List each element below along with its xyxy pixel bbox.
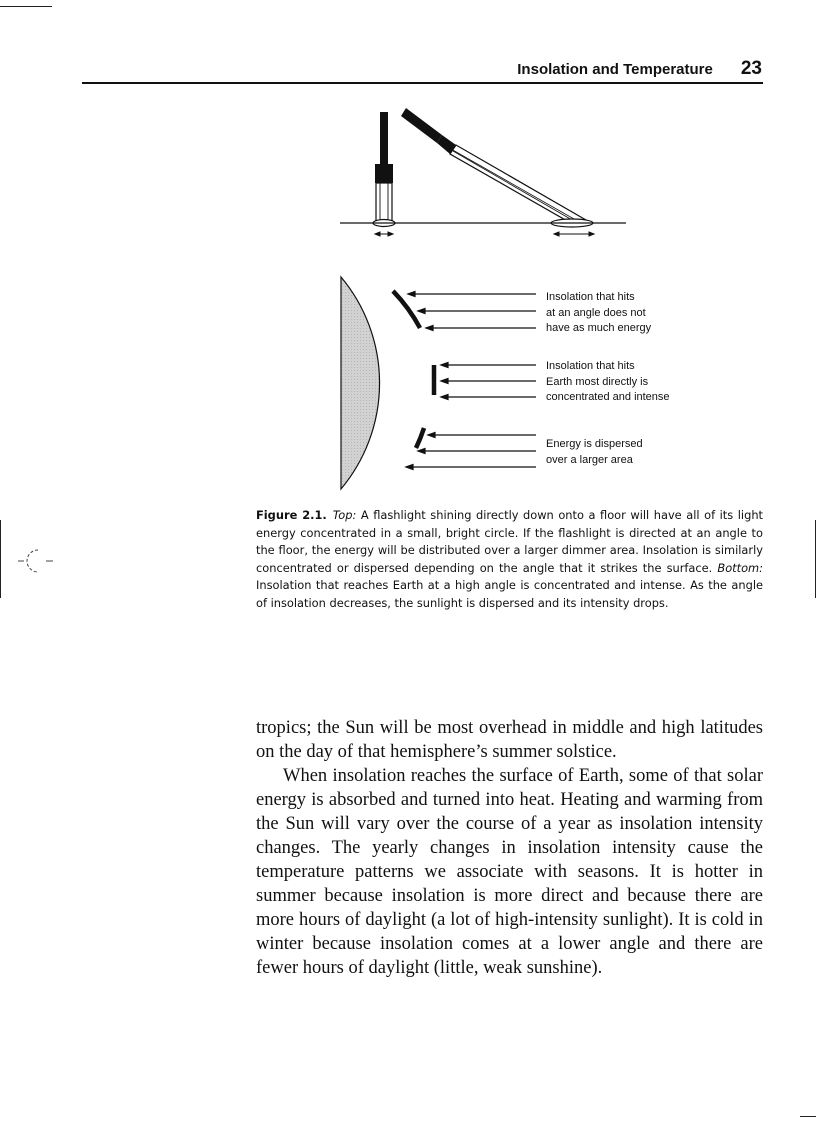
paragraph: When insolation reaches the surface of Earth, some of that solar energy is absorbed and turned into heat. Heating and warming from the Sun will vary over the course of a year as insolation intensity changes. The yearly changes in insolation intensity cause the temperature patterns we associate with seasons. It is hotter in summer because insolation is more direct and because there are more hours of daylight (a lot of high-intensity sunlight). It is cold in winter because insolation comes at a lower angle and there are fewer hours of daylight (little, weak sunshine). bbox=[256, 766, 763, 978]
annotation-line: have as much energy bbox=[546, 322, 652, 334]
angled-flashlight bbox=[401, 108, 586, 226]
annotation-angled-insolation bbox=[546, 290, 716, 337]
insolation-arrows bbox=[406, 292, 536, 470]
annotation-line: concentrated and intense bbox=[546, 391, 670, 403]
annotation-direct-insolation bbox=[546, 359, 716, 406]
running-title: Insolation and Temperature bbox=[517, 61, 713, 78]
caption-top-label: Top: bbox=[332, 508, 357, 522]
running-head bbox=[0, 58, 762, 82]
annotation-line: Earth most directly is bbox=[546, 375, 649, 388]
vertical-flashlight bbox=[375, 112, 393, 223]
figure-label: Figure 2.1. bbox=[256, 508, 327, 522]
figure-flashlight-diagram bbox=[330, 100, 640, 245]
paragraph: tropics; the Sun will be most overhead in middle and high latitudes on the day of that hemisphere’s summer solstice. bbox=[256, 718, 763, 762]
annotation-line: Insolation that hits bbox=[546, 360, 635, 372]
earth-hemisphere bbox=[341, 277, 380, 489]
annotation-line: Energy is dispersed bbox=[546, 438, 643, 450]
crop-mark-bottom-right bbox=[800, 1116, 816, 1117]
annotation-line: Insolation that hits bbox=[546, 291, 635, 303]
caption-bottom-label: Bottom: bbox=[717, 560, 763, 575]
header-rule bbox=[82, 82, 763, 84]
caption-top-text: A flashlight shining directly down onto a floor will have all of its light energy concentrated in a small, bright circle. If the flashlight is directed at an angle to the floor, the energy will be distributed over a larger dimmer area. Insolation is similarly concentrated or dispersed depending on the angle that it strikes the surface. bbox=[256, 508, 763, 575]
annotation-line: over a larger area bbox=[546, 453, 633, 466]
small-width-arrow bbox=[375, 232, 393, 236]
crop-mark-top-left bbox=[0, 6, 52, 7]
surface-bands bbox=[393, 291, 434, 448]
large-width-arrow bbox=[554, 232, 594, 236]
crop-mark-left-edge bbox=[0, 520, 1, 598]
annotation-line: at an angle does not bbox=[546, 306, 646, 319]
figure-caption bbox=[256, 507, 763, 612]
body-text bbox=[256, 716, 763, 980]
caption-bottom-text: Insolation that reaches Earth at a high angle is concentrated and intense. As the angle of insolation decreases, the sunlight is dispersed and its intensity drops. bbox=[256, 578, 763, 610]
annotation-dispersed-energy bbox=[546, 437, 716, 468]
registration-mark bbox=[16, 546, 56, 576]
page-number: 23 bbox=[740, 58, 762, 79]
